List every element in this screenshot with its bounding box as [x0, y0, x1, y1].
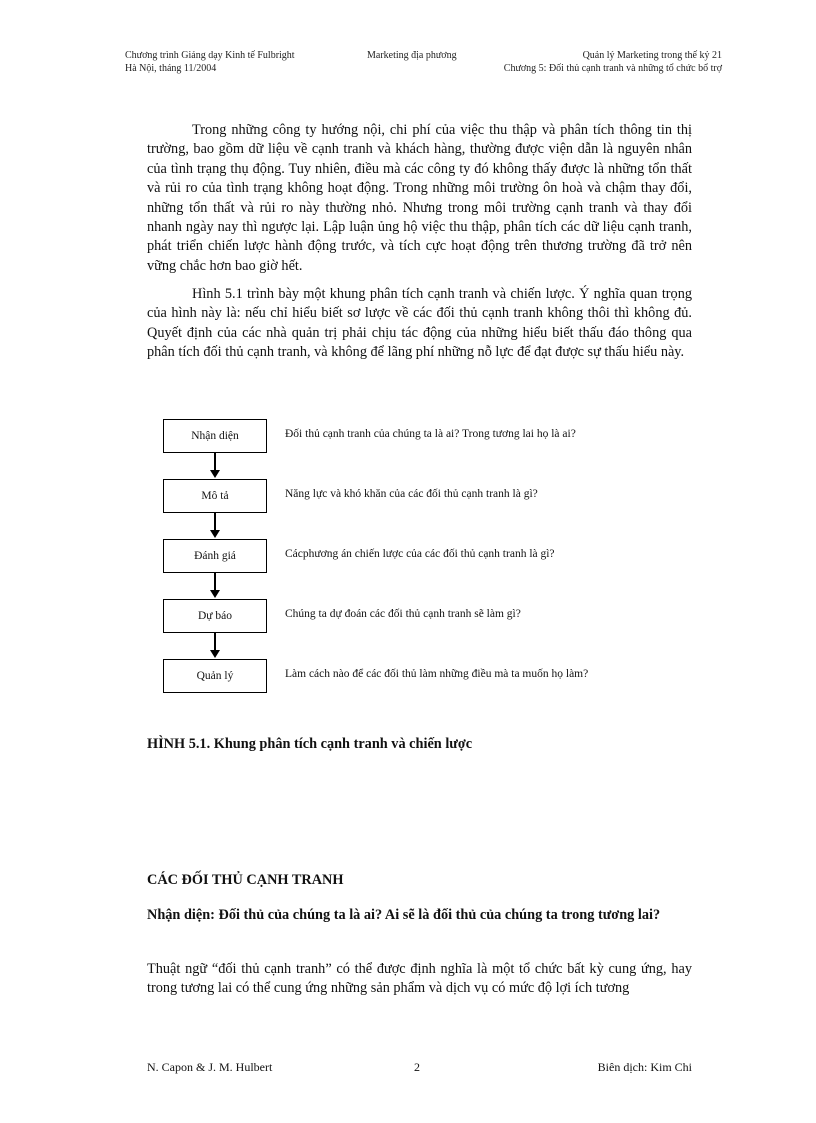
- section-title: CÁC ĐỐI THỦ CẠNH TRANH: [147, 872, 344, 888]
- header-left-line2: Hà Nội, tháng 11/2004: [125, 63, 217, 74]
- header-right-line1: Quản lý Marketing trong thế kỷ 21: [582, 50, 722, 61]
- footer-authors: N. Capon & J. M. Hulbert: [147, 1060, 273, 1074]
- flow-box-evaluate: Đánh giá: [163, 539, 267, 573]
- flow-question-forecast: Chúng ta dự đoán các đối thủ cạnh tranh sẽ làm gì?: [285, 608, 521, 620]
- section-subheading: Nhận diện: Đối thủ của chúng ta là ai? Ai sẽ là đối thủ của chúng ta trong tương lai?: [147, 907, 661, 923]
- arrow-down-icon: [210, 650, 220, 658]
- flow-arrow: [214, 573, 216, 590]
- flow-box-describe: Mô tả: [163, 479, 267, 513]
- header-left-line1: Chương trình Giảng dạy Kinh tế Fulbright: [125, 50, 295, 61]
- arrow-down-icon: [210, 530, 220, 538]
- flow-question-manage: Làm cách nào để các đối thủ làm những điều mà ta muốn họ làm?: [285, 668, 589, 680]
- page-number: 2: [414, 1060, 420, 1074]
- section-paragraph: Thuật ngữ “đối thủ cạnh tranh” có thể được định nghĩa là một tổ chức bất kỳ cung ứng, hay trong tương lai có thể cung ứng những sản phẩm và dịch vụ có mức độ lợi ích tương: [147, 961, 692, 997]
- header-right-line2: Chương 5: Đối thủ cạnh tranh và những tổ chức bổ trợ: [503, 63, 722, 74]
- flow-box-forecast: Dự báo: [163, 599, 267, 633]
- paragraph-2: Hình 5.1 trình bày một khung phân tích cạnh tranh và chiến lược. Ý nghĩa quan trọng của hình này là: nếu chỉ hiểu biết sơ lược về các đối thủ cạnh tranh không thôi thì không đủ. Quyết định của các nhà quản trị phải chịu tác động của những hiểu biết thấu đáo thông qua phân tích đối thủ cạnh tranh, và không để lãng phí những nỗ lực để đạt được sự thấu hiểu này.: [147, 286, 692, 361]
- flow-question-describe: Năng lực và khó khăn của các đối thủ cạnh tranh là gì?: [285, 488, 538, 500]
- flow-box-manage: Quản lý: [163, 659, 267, 693]
- flow-arrow: [214, 633, 216, 650]
- flow-arrow: [214, 453, 216, 470]
- flow-question-evaluate: Cácphương án chiến lược của các đối thủ cạnh tranh là gì?: [285, 548, 555, 560]
- arrow-down-icon: [210, 590, 220, 598]
- header-center: Marketing địa phương: [367, 50, 457, 61]
- flow-box-identify: Nhận diện: [163, 419, 267, 453]
- flow-arrow: [214, 513, 216, 530]
- footer-translator: Biên dịch: Kim Chi: [597, 1060, 692, 1074]
- paragraph-1: Trong những công ty hướng nội, chi phí của việc thu thập và phân tích thông tin thị trường, bao gồm dữ liệu về cạnh tranh và khách hàng, thường được viện dẫn là nguyên nhân của tình trạng thụ động. Tuy nhiên, điều mà các công ty đó không thấy được là những tổn thất và rủi ro của tình trạng không hoạt động. Trong những môi trường ôn hoà và chậm thay đổi, những tổn thất và rủi ro này thường nhỏ. Nhưng trong môi trường cạnh tranh và thay đổi nhanh ngày nay thì ngược lại. Lập luận ủng hộ việc thu thập, phân tích các dữ liệu cạnh tranh, phát triển chiến lược hành động trước, và tích cực hoạt động trên thương trường đã trở nên vững chắc hơn bao giờ hết.: [147, 122, 692, 274]
- figure-caption: HÌNH 5.1. Khung phân tích cạnh tranh và chiến lược: [147, 736, 473, 752]
- flow-question-identify: Đối thủ cạnh tranh của chúng ta là ai? Trong tương lai họ là ai?: [285, 428, 576, 440]
- arrow-down-icon: [210, 470, 220, 478]
